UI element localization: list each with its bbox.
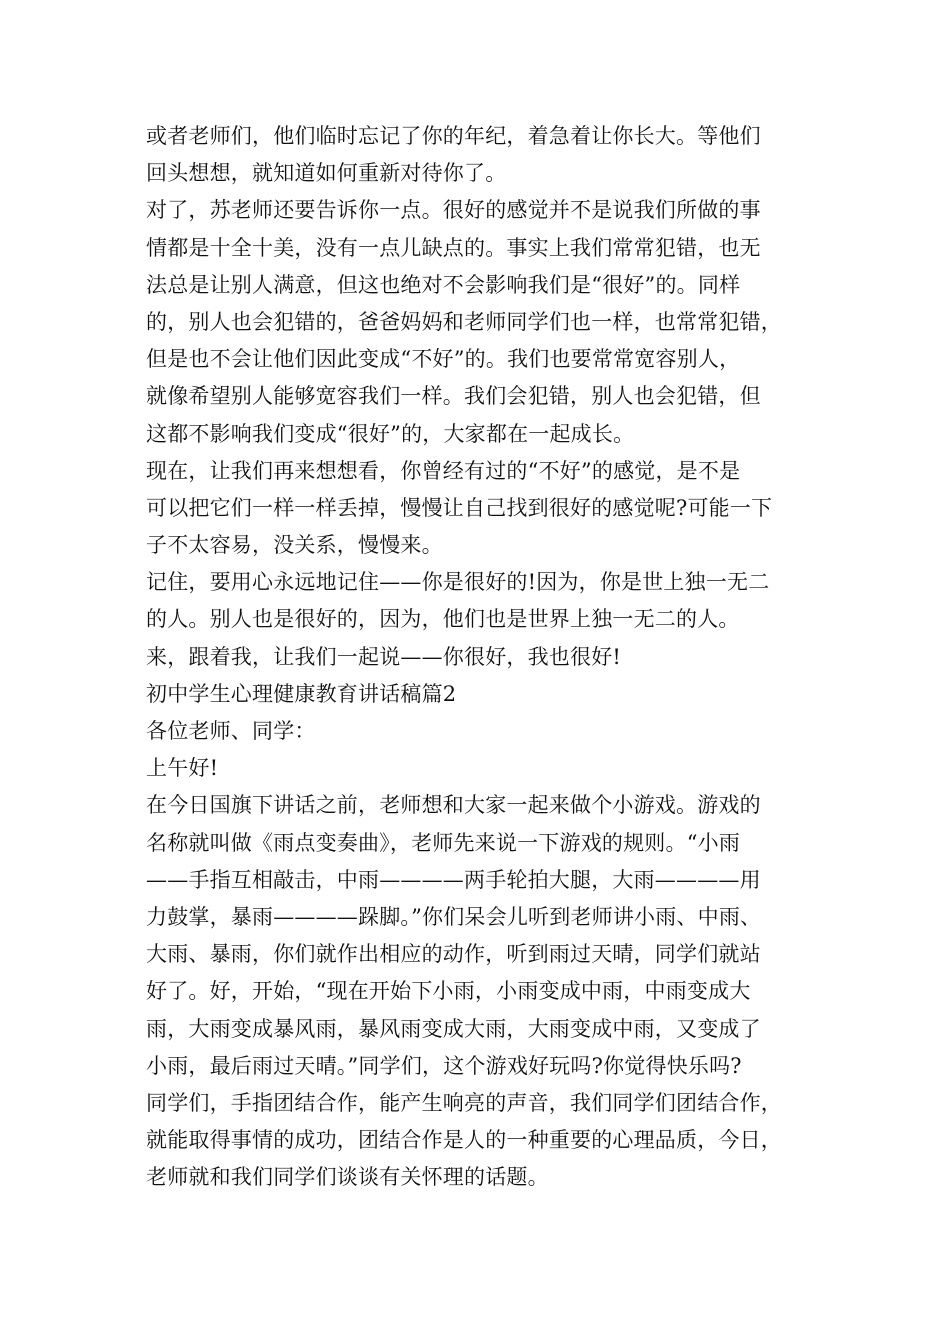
text-line: 雨，大雨变成暴风雨，暴风雨变成大雨，大雨变成中雨，又变成了	[146, 1016, 761, 1041]
text-line: 就像希望别人能够宽容我们一样。我们会犯错，别人也会犯错，但	[146, 384, 761, 409]
text-line: 小雨，最后雨过天晴。”同学们，这个游戏好玩吗?你觉得快乐吗?	[146, 1053, 742, 1078]
text-line: 可以把它们一样一样丢掉，慢慢让自己找到很好的感觉呢?可能一下	[146, 495, 773, 520]
text-line: ——手指互相敲击，中雨————两手轮拍大腿，大雨————用	[146, 867, 761, 892]
text-line: 老师就和我们同学们谈谈有关怀理的话题。	[146, 1165, 549, 1190]
text-line: 就能取得事情的成功，团结合作是人的一种重要的心理品质，今日，	[146, 1128, 782, 1153]
text-line: 情都是十全十美，没有一点儿缺点的。事实上我们常常犯错，也无	[146, 235, 761, 260]
text-line: 现在，让我们再来想想看，你曾经有过的“不好”的感觉，是不是	[146, 458, 741, 483]
text-line: 同学们，手指团结合作，能产生响亮的声音，我们同学们团结合作，	[146, 1090, 782, 1115]
text-line: 来，跟着我，让我们一起说——你很好，我也很好!	[146, 644, 622, 669]
greeting: 上午好!	[146, 756, 219, 781]
text-line: 大雨、暴雨，你们就作出相应的动作，听到雨过天晴，同学们就站	[146, 942, 761, 967]
text-line: 记住，要用心永远地记住——你是很好的!因为，你是世上独一无二	[146, 570, 770, 595]
text-line: 的，别人也会犯错的，爸爸妈妈和老师同学们也一样，也常常犯错，	[146, 309, 782, 334]
text-line: 好了。好，开始，“现在开始下小雨，小雨变成中雨，中雨变成大	[146, 979, 751, 1004]
section-title: 初中学生心理健康教育讲话稿篇2	[146, 681, 457, 706]
text-line: 这都不影响我们变成“很好”的，大家都在一起成长。	[146, 421, 635, 446]
text-line: 法总是让别人满意，但这也绝对不会影响我们是“很好”的。同样	[146, 272, 741, 297]
text-line: 子不太容易，没关系，慢慢来。	[146, 533, 443, 558]
text-line: 名称就叫做《雨点变奏曲》，老师先来说一下游戏的规则。“小雨	[146, 830, 741, 855]
salutation: 各位老师、同学：	[146, 719, 316, 743]
text-line: 的人。别人也是很好的，因为，他们也是世界上独一无二的人。	[146, 607, 740, 632]
document-body	[146, 118, 816, 1196]
text-line: 力鼓掌，暴雨————跺脚。”你们呆会儿听到老师讲小雨、中雨、	[146, 904, 762, 929]
text-line: 或者老师们，他们临时忘记了你的年纪，着急着让你长大。等他们	[146, 124, 761, 148]
text-line: 回头想想，就知道如何重新对待你了。	[146, 161, 507, 186]
text-line: 对了，苏老师还要告诉你一点。很好的感觉并不是说我们所做的事	[146, 198, 761, 223]
text-line: 在今日国旗下讲话之前，老师想和大家一起来做个小游戏。游戏的	[146, 793, 761, 818]
text-line: 但是也不会让他们因此变成“不好”的。我们也要常常宽容别人，	[146, 347, 741, 372]
